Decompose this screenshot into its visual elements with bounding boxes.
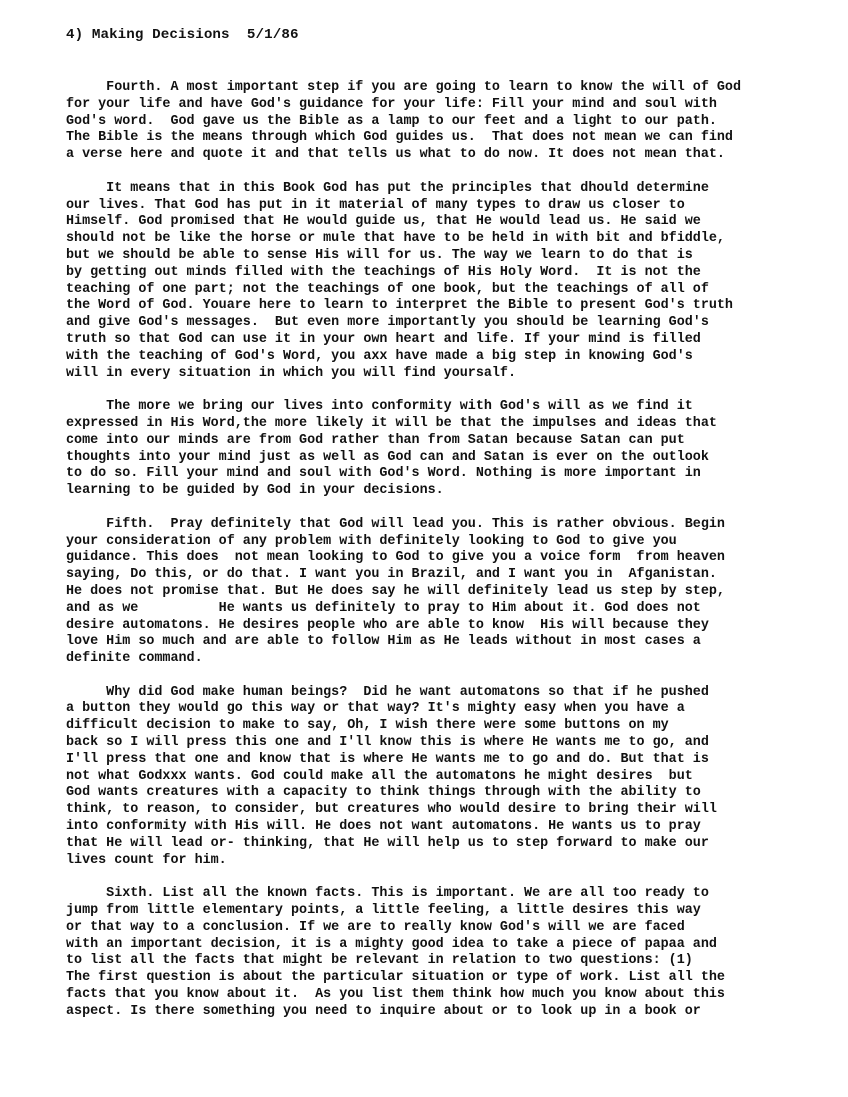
text-line: should not be like the horse or mule that have to be held in with bit and bfiddle,: [66, 231, 725, 247]
text-line: truth so that God can use it in your own heart and life. If your mind is filled: [66, 331, 701, 347]
text-line: Fourth. A most important step if you are going to learn to know the will of God: [66, 80, 741, 95]
text-line: a button they would go this way or that way? It's mighty easy when you have a: [66, 701, 685, 717]
text-line: and as we He wants us definitely to pray to Him about it. God does not: [66, 600, 701, 616]
text-line: thoughts into your mind just as well as God can and Satan is ever on the outlook: [66, 449, 709, 465]
text-line: come into our minds are from God rather than from Satan because Satan can put: [66, 432, 685, 448]
text-line: think, to reason, to consider, but creatures who would desire to bring their will: [66, 802, 717, 818]
text-line: learning to be guided by God in your decisions.: [66, 483, 444, 499]
text-line: back so I will press this one and I'll know this is where He wants me to go, and: [66, 735, 709, 751]
text-line: aspect. Is there something you need to inquire about or to look up in a book or: [66, 1003, 701, 1019]
text-line: with the teaching of God's Word, you axx have made a big step in knowing God's: [66, 348, 693, 364]
text-line: Why did God make human beings? Did he want automatons so that if he pushed: [66, 684, 709, 700]
text-line: love Him so much and are able to follow Him as He leads without in most cases a: [66, 634, 701, 650]
text-line: facts that you know about it. As you list them think how much you know about this: [66, 987, 725, 1003]
text-line: saying, Do this, or do that. I want you in Brazil, and I want you in Afganistan.: [66, 567, 717, 583]
text-line: The first question is about the particular situation or type of work. List all the: [66, 970, 725, 986]
page-header: 4) Making Decisions 5/1/86: [66, 27, 299, 43]
text-line: but we should be able to sense His will for us. The way we learn to do that is: [66, 247, 693, 263]
paragraph: [66, 181, 766, 383]
text-line: difficult decision to make to say, Oh, I wish there were some buttons on my: [66, 718, 669, 734]
text-line: lives count for him.: [66, 852, 227, 868]
text-line: not what Godxxx wants. God could make all the automatons he might desires but: [66, 768, 693, 784]
text-line: guidance. This does not mean looking to God to give you a voice form from heaven: [66, 550, 725, 566]
text-line: jump from little elementary points, a little feeling, a little desires this way: [66, 903, 701, 919]
text-line: God's word. God gave us the Bible as a lamp to our feet and a light to our path.: [66, 113, 717, 129]
text-line: by getting out minds filled with the teachings of His Holy Word. It is not the: [66, 264, 701, 280]
text-line: Himself. God promised that He would guide us, that He would lead us. He said we: [66, 214, 701, 230]
text-line: will in every situation in which you will find yoursalf.: [66, 365, 516, 381]
paragraph: [66, 685, 766, 870]
text-line: I'll press that one and know that is where He wants me to go and do. But that is: [66, 751, 709, 767]
text-line: a verse here and quote it and that tells us what to do now. It does not mean that.: [66, 147, 725, 163]
text-line: The more we bring our lives into conformity with God's will as we find it: [66, 399, 693, 415]
text-line: your consideration of any problem with definitely looking to God to give you: [66, 533, 677, 549]
text-line: for your life and have God's guidance for your life: Fill your mind and soul with: [66, 96, 717, 112]
document-body: [66, 80, 766, 1037]
text-line: to do so. Fill your mind and soul with God's Word. Nothing is more important in: [66, 466, 701, 482]
text-line: He does not promise that. But He does say he will definitely lead us step by step,: [66, 583, 725, 599]
text-line: into conformity with His will. He does not want automatons. He wants us to pray: [66, 819, 701, 835]
text-line: with an important decision, it is a mighty good idea to take a piece of papaa and: [66, 936, 717, 952]
text-line: our lives. That God has put in it material of many types to draw us closer to: [66, 197, 685, 213]
text-line: or that way to a conclusion. If we are to really know God's will we are faced: [66, 919, 685, 935]
text-line: to list all the facts that might be relevant in relation to two questions: (1): [66, 953, 693, 969]
text-line: desire automatons. He desires people who are able to know His will because they: [66, 617, 709, 633]
text-line: The Bible is the means through which God guides us. That does not mean we can find: [66, 130, 733, 146]
text-line: the Word of God. Youare here to learn to interpret the Bible to present God's truth: [66, 298, 733, 314]
text-line: Sixth. List all the known facts. This is important. We are all too ready to: [66, 886, 709, 902]
text-line: It means that in this Book God has put the principles that dhould determine: [66, 180, 709, 196]
paragraph: [66, 886, 766, 1020]
paragraph: [66, 80, 766, 164]
text-line: that He will lead or- thinking, that He will help us to step forward to make our: [66, 835, 709, 851]
text-line: Fifth. Pray definitely that God will lead you. This is rather obvious. Begin: [66, 516, 725, 532]
text-line: definite command.: [66, 651, 203, 667]
text-line: and give God's messages. But even more importantly you should be learning God's: [66, 315, 709, 331]
text-line: expressed in His Word,the more likely it will be that the impulses and ideas that: [66, 415, 717, 431]
text-line: God wants creatures with a capacity to think things through with the ability to: [66, 785, 701, 801]
paragraph: [66, 517, 766, 668]
text-line: teaching of one part; not the teachings of one book, but the teachings of all of: [66, 281, 709, 297]
paragraph: [66, 399, 766, 500]
